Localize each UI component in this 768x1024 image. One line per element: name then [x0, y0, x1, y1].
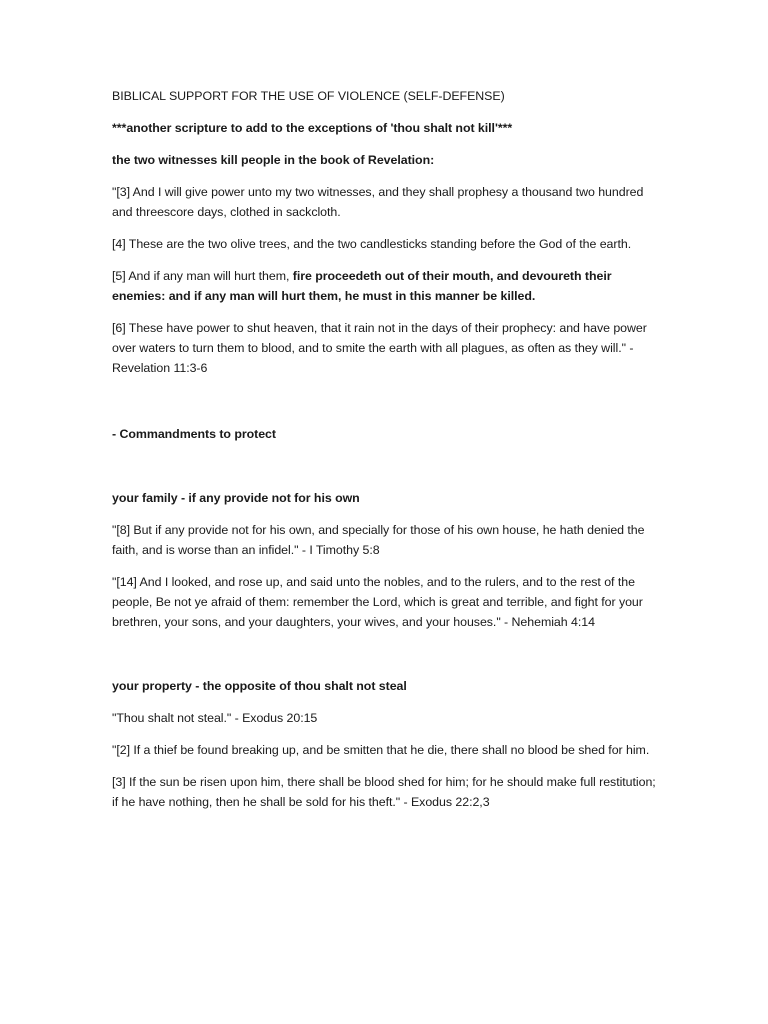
family-quote-timothy: "[8] But if any provide not for his own, and specially for those of his own house, he hath denied the faith, and is worse than an infidel." - I Timothy 5:8	[112, 523, 645, 557]
verse-5-bold-2: he must in this manner be killed.	[344, 289, 536, 303]
verse-revelation-4: [4] These are the two olive trees, and the two candlesticks standing before the God of the earth.	[112, 237, 632, 251]
document-title: BIBLICAL SUPPORT FOR THE USE OF VIOLENCE (SELF-DEFENSE)	[112, 89, 505, 103]
commandments-heading: - Commandments to protect	[112, 427, 276, 441]
verse-revelation-3: "[3] And I will give power unto my two witnesses, and they shall prophesy a thousand two hundred and threescore days, clothed in sackcloth.	[112, 185, 644, 219]
verse-revelation-6: [6] These have power to shut heaven, that it rain not in the days of their prophecy: and have power over waters to turn them to blood, and to smite the earth with all plagues, as often as they will." - Revelation 11:3-6	[112, 321, 647, 375]
section-heading-witnesses: the two witnesses kill people in the book of Revelation:	[112, 153, 435, 167]
verse-5-bold-1: fire proceedeth out of their mouth, and devoureth their enemies	[112, 269, 612, 303]
property-quote-exodus-20: "Thou shalt not steal." - Exodus 20:15	[112, 711, 318, 725]
verse-revelation-5	[112, 266, 658, 306]
property-quote-exodus-22-3: [3] If the sun be risen upon him, there shall be blood shed for him; for he should make full restitution; if he have nothing, then he shall be sold for his theft." - Exodus 22:2,3	[112, 775, 656, 809]
document-page	[112, 86, 658, 812]
family-heading: your family - if any provide not for his own	[112, 491, 360, 505]
document-note: ***another scripture to add to the exceptions of 'thou shalt not kill'***	[112, 121, 513, 135]
property-quote-exodus-22-2: "[2] If a thief be found breaking up, and be smitten that he die, there shall no blood be shed for him.	[112, 743, 650, 757]
verse-5-start: [5] And if any man will hurt them,	[112, 269, 293, 283]
family-quote-nehemiah: "[14] And I looked, and rose up, and said unto the nobles, and to the rulers, and to the rest of the people, Be not ye afraid of them: remember the Lord, which is great and terrible, and fight for your brethren, your sons, and your daughters, your wives, and your houses." - Nehemiah 4:14	[112, 575, 643, 629]
verse-5-middle: : and if any man will hurt them,	[161, 289, 345, 303]
property-heading: your property - the opposite of thou shalt not steal	[112, 679, 407, 693]
